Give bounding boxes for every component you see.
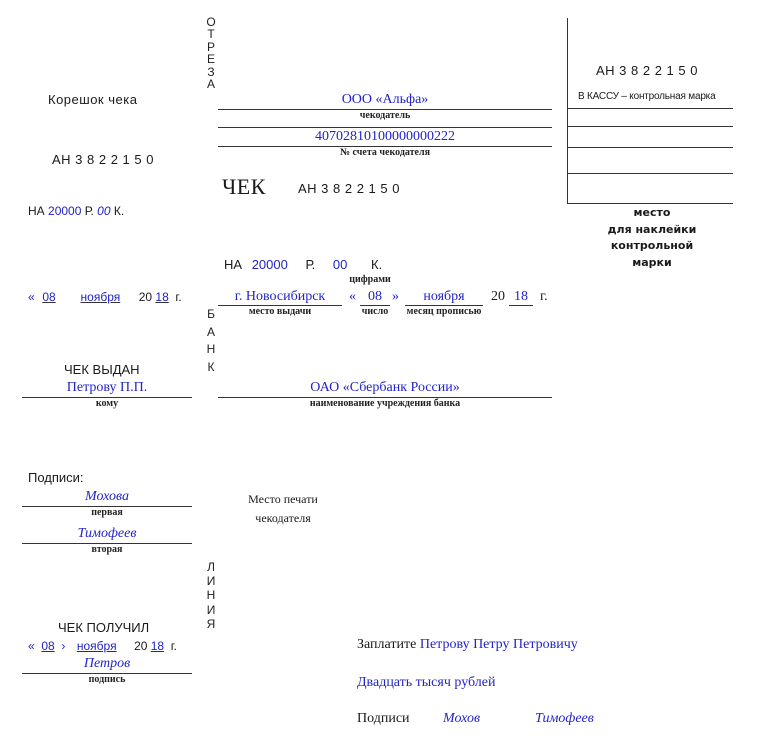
check-place-caption: место выдачи: [248, 306, 312, 317]
check-pay-label: Заплатите: [357, 637, 417, 652]
control-stamp-row-line: [567, 173, 733, 174]
cut-line-top-word: [205, 16, 217, 90]
cut-letter: Н: [206, 342, 216, 356]
cut-letter: Я: [206, 616, 216, 631]
cut-letter: Е: [206, 52, 215, 67]
cut-letter: И: [206, 602, 216, 617]
check-bank: ОАО «Сбербанк России»: [310, 380, 460, 395]
check-month-caption: месяц прописью: [406, 306, 482, 317]
check-amount-rub: 20000: [251, 257, 288, 272]
check-stamp-place: [238, 490, 328, 528]
control-stamp-number: АН 3 8 2 2 1 5 0: [596, 63, 698, 78]
check-stamp-place-line2: чекодателя: [255, 511, 311, 525]
stub-issued-to: Петрову П.П.: [66, 380, 148, 395]
control-stamp-row-line: [567, 147, 733, 148]
check-amount-prefix: НА: [224, 257, 243, 272]
stub-number: АН 3 8 2 2 1 5 0: [52, 152, 154, 167]
stub-received-year-label: г.: [170, 639, 178, 653]
check-date-year-prefix: 20: [491, 289, 505, 304]
control-stamp-place-line4: марки: [632, 255, 672, 269]
check-title: ЧЕК: [222, 174, 266, 199]
check-separator-line: [218, 127, 552, 128]
stub-received-open-quote: «: [28, 639, 35, 653]
stub-rub-label: Р.: [84, 204, 94, 218]
stub-signatures-title: Подписи:: [28, 470, 84, 485]
stub-amount: [28, 204, 124, 218]
check-digits-caption: цифрами: [349, 274, 391, 285]
check-drawer: ООО «Альфа»: [341, 92, 429, 107]
control-stamp-to-cashier: В КАССУ – контрольная марка: [578, 91, 716, 102]
check-date-year-label: г.: [540, 289, 548, 304]
stub-signature-first-caption: первая: [91, 507, 123, 518]
stub-received-month: ноября: [76, 639, 117, 653]
check-amount-words: Двадцать тысяч рублей: [357, 675, 496, 690]
stub-date-year-suffix: 18: [155, 290, 169, 304]
check-signature-first: Мохов: [443, 711, 481, 726]
control-stamp-place-line3: контрольной: [610, 239, 694, 252]
check-day-caption: число: [361, 306, 389, 317]
check-date-month: ноября: [423, 289, 465, 304]
control-stamp-row-line: [567, 108, 733, 109]
control-stamp-place-line1: место: [633, 206, 671, 219]
cut-letter: Л: [207, 560, 215, 574]
stub-date-month: ноября: [80, 290, 121, 304]
cut-letter: И: [206, 574, 216, 589]
check-date-year-line: [509, 305, 533, 306]
cut-letter: З: [207, 64, 215, 79]
stub-received-day: 08: [41, 639, 55, 653]
check-number: АН 3 8 2 2 1 5 0: [298, 181, 400, 196]
check-signatures-label: Подписи: [357, 711, 410, 726]
stub-received-year-suffix: 18: [150, 639, 165, 653]
control-stamp-left-border: [567, 18, 568, 204]
cut-line-bottom-word: [205, 560, 217, 631]
stub-received-date: [28, 639, 177, 653]
stub-received-close-quote: ›: [61, 639, 66, 653]
control-stamp-place-line2: для наклейки: [607, 222, 697, 236]
cut-letter: А: [206, 324, 215, 339]
stub-title: Корешок чека: [48, 92, 138, 107]
stub-signature-second-caption: вторая: [91, 544, 123, 555]
stub-received-year-prefix: 20: [134, 639, 148, 653]
stub-date: [28, 290, 182, 304]
check-date-day: 08: [368, 289, 382, 304]
stub-amount-prefix: НА: [28, 204, 45, 218]
check-account-caption: № счета чекодателя: [340, 147, 430, 158]
stub-signature-second: Тимофеев: [77, 526, 137, 541]
stub-date-year-label: г.: [175, 290, 182, 304]
check-stamp-place-line1: Место печати: [248, 492, 318, 506]
check-amount-kop: 00: [332, 257, 348, 272]
stub-received-title: ЧЕК ПОЛУЧИЛ: [58, 620, 150, 635]
cut-letter: Н: [206, 588, 216, 603]
stub-amount-kop: 00: [97, 204, 111, 218]
stub-received-signature-caption: подпись: [88, 674, 126, 685]
check-date-close-quote: »: [392, 289, 399, 304]
stub-issued-to-caption: кому: [95, 398, 119, 409]
stub-date-year-prefix: 20: [138, 290, 153, 304]
control-stamp-row-line: [567, 126, 733, 127]
stub-received-signature: Петров: [83, 656, 131, 671]
cut-letter: А: [206, 77, 215, 92]
check-payee: Петрову Петру Петровичу: [419, 637, 578, 652]
stub-kop-label: К.: [113, 204, 125, 218]
cut-line-middle-word: [205, 306, 217, 376]
check-date-year-suffix: 18: [514, 289, 528, 304]
stub-issued-title: ЧЕК ВЫДАН: [64, 362, 140, 377]
check-amount: [224, 257, 382, 272]
control-stamp-place: [592, 205, 712, 271]
stub-signature-first: Мохова: [84, 489, 130, 504]
check-signature-second: Тимофеев: [535, 711, 594, 726]
cut-letter: Т: [207, 27, 215, 42]
cut-letter: Б: [207, 307, 215, 321]
check-kop-label: К.: [371, 257, 383, 272]
check-date-open-quote: «: [349, 289, 356, 304]
stub-date-open-quote: «: [28, 290, 35, 304]
check-bank-caption: наименование учреждения банка: [309, 398, 461, 409]
check-rub-label: Р.: [305, 257, 316, 272]
check-place: г. Новосибирск: [234, 289, 326, 304]
cut-letter: О: [206, 15, 216, 29]
check-drawer-caption: чекодатель: [359, 110, 411, 121]
stub-date-day: 08: [42, 290, 56, 304]
check-pay-line: [357, 637, 578, 653]
cut-letter: Р: [206, 39, 215, 54]
control-stamp-bottom-border: [567, 203, 733, 204]
cut-letter: К: [207, 359, 215, 374]
check-account: 40702810100000000222: [315, 129, 455, 144]
stub-amount-rub: 20000: [48, 204, 82, 218]
